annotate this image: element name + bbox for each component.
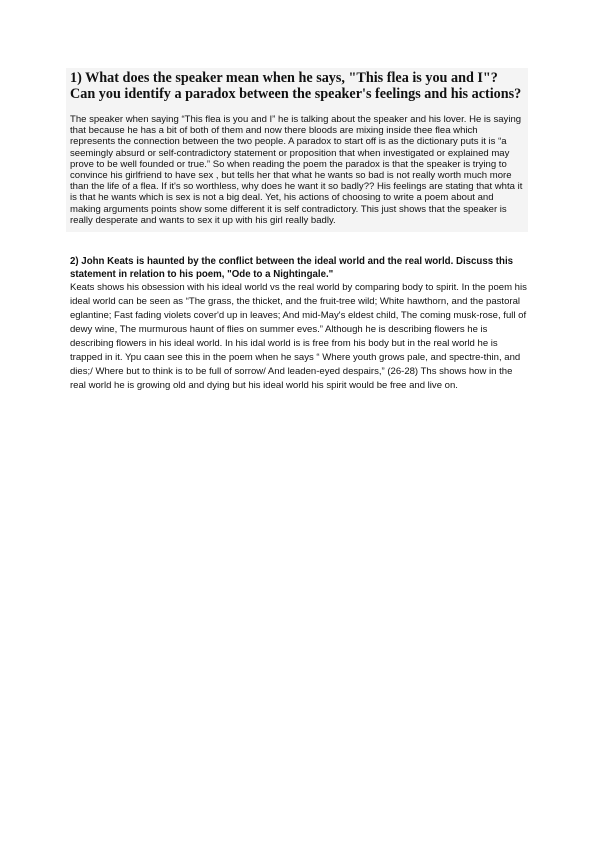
question-2-section xyxy=(70,256,530,393)
question-1-section xyxy=(66,68,528,232)
question-2-heading: 2) John Keats is haunted by the conflict between the ideal world and the real world. Discuss this statement in relation to his poem, "Ode to a Nightingale." xyxy=(70,256,514,280)
question-1-answer: The speaker when saying “This flea is you and I” he is talking about the speaker and his lover. He is saying that because he has a bit of both of them and now there bloods are mixing inside thee flea which represents the connection between the two people. A paradox to start off is as the dictionary puts it is “a seemingly absurd or self-contradictory statement or proposition that when investigated or explained may prove to be well founded or true.” So when reading the poem the paradox is that the speaker is trying to convince his girlfriend to have sex , but tells her that what he wants so bad is not really worth much more than the life of a flea. If it's so worthless, why does he want it so badly?? His feelings are stating that whta it is that he wants which is sex is not a big deal. Yet, his actions of choosing to write a poem about and making arguments points show some different it is self contradictory. This just shows that the speaker is really desperate and wants to sex it up with his girl really badly. xyxy=(70,114,523,226)
question-2-answer: Keats shows his obsession with his ideal world vs the real world by comparing body to spirit. In the poem his ideal world can be seen as “The grass, the thicket, and the fruit-tree wild; White hawthorn, and the pastoral eglantine; Fast fading violets cover'd up in leaves; And mid-May's eldest child, The coming musk-rose, full of dewy wine, The murmurous haunt of flies on summer eves.” Although he is describing flowers he is describing flowers in his ideal world. In his idal world is is free from his body but in the real world he is trapped in it. Ypu caan see this in the poem when he says “ Where youth grows pale, and spectre-thin, and dies;/ Where but to think is to be full of sorrow/ And leaden-eyed despairs,” (26-28) Ths shows how in the real world he is growing old and dying but his ideal world his spirit would be free and live on. xyxy=(70,282,527,392)
question-1-heading: 1) What does the speaker mean when he says, "This flea is you and I"? Can you identify a paradox between the speaker's feelings and his actions? xyxy=(70,70,522,102)
